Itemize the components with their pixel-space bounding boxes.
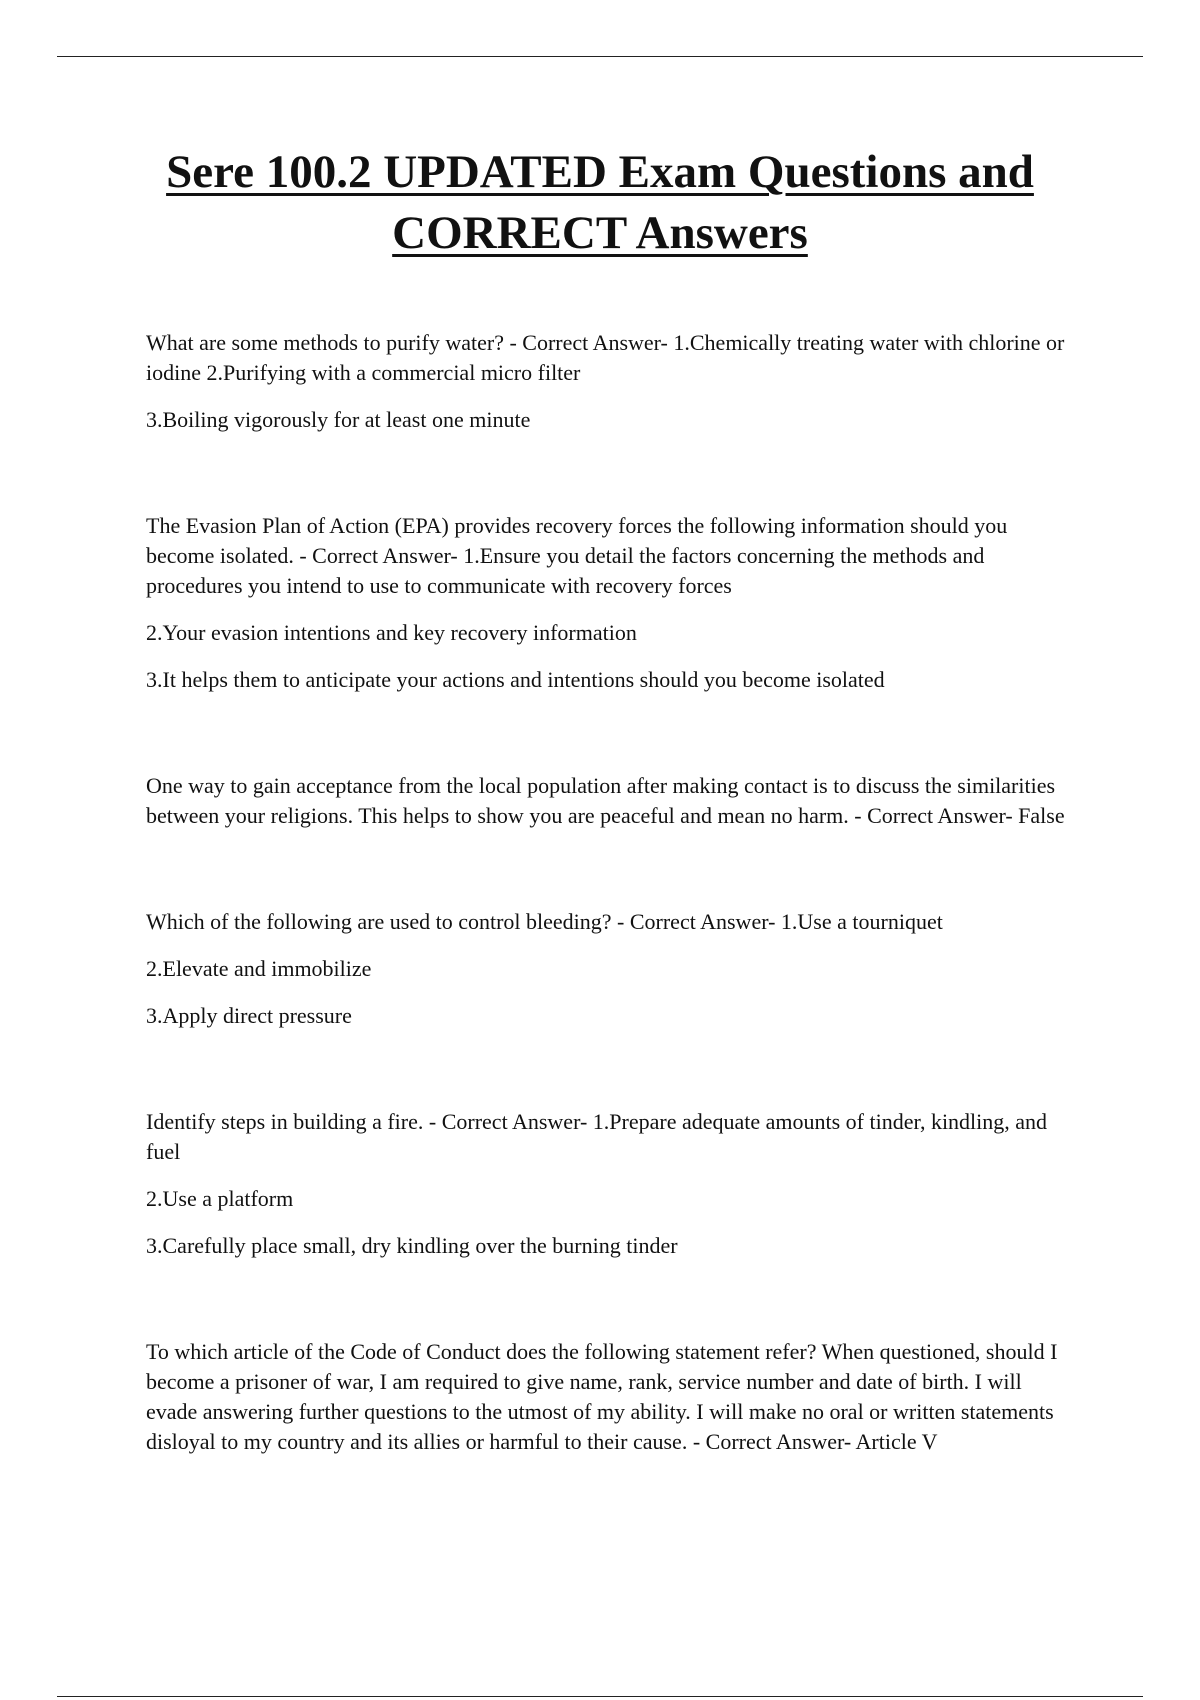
qa-text: Identify steps in building a fire. - Correct Answer- 1.Prepare adequate amounts of tinder, kindling, and fuel	[146, 1109, 1048, 1164]
qa-text: One way to gain acceptance from the local population after making contact is to discuss the similarities between your religions. This helps to show you are peaceful and mean no harm. - Correct Answer- False	[146, 773, 1065, 828]
qa-item-water	[146, 328, 1066, 435]
qa-item-acceptance	[146, 771, 1066, 831]
qa-item-epa	[146, 511, 1066, 695]
page-title	[100, 142, 1100, 264]
qa-text: 3.Boiling vigorously for at least one minute	[146, 407, 531, 432]
qa-text: The Evasion Plan of Action (EPA) provides recovery forces the following information should you become isolated. - Correct Answer- 1.Ensure you detail the factors concerning the methods and procedures you intend to use to communicate with recovery forces	[146, 513, 1008, 598]
title-line-2: CORRECT Answers	[392, 207, 808, 259]
qa-text: 2.Use a platform	[146, 1186, 294, 1211]
qa-text: 3.Apply direct pressure	[146, 1003, 352, 1028]
top-divider	[57, 56, 1143, 57]
qa-text: 3.It helps them to anticipate your actions and intentions should you become isolated	[146, 667, 885, 692]
title-line-1: Sere 100.2 UPDATED Exam Questions and	[166, 146, 1034, 198]
qa-text: 3.Carefully place small, dry kindling over the burning tinder	[146, 1233, 678, 1258]
qa-text: To which article of the Code of Conduct does the following statement refer? When questioned, should I become a prisoner of war, I am required to give name, rank, service number and date of birth. I will evade answering further questions to the utmost of my ability. I will make no oral or written statements disloyal to my country and its allies or harmful to their cause. - Correct Answer- Article V	[146, 1339, 1058, 1454]
qa-text: Which of the following are used to control bleeding? - Correct Answer- 1.Use a tourniquet	[146, 909, 943, 934]
bottom-divider	[57, 1696, 1143, 1697]
qa-text: What are some methods to purify water? - Correct Answer- 1.Chemically treating water with chlorine or iodine 2.Purifying with a commercial micro filter	[146, 330, 1065, 385]
qa-list	[146, 328, 1066, 1533]
qa-item-code-of-conduct	[146, 1337, 1066, 1457]
qa-text: 2.Your evasion intentions and key recovery information	[146, 620, 637, 645]
qa-item-fire	[146, 1107, 1066, 1261]
qa-text: 2.Elevate and immobilize	[146, 956, 372, 981]
qa-item-bleeding	[146, 907, 1066, 1031]
